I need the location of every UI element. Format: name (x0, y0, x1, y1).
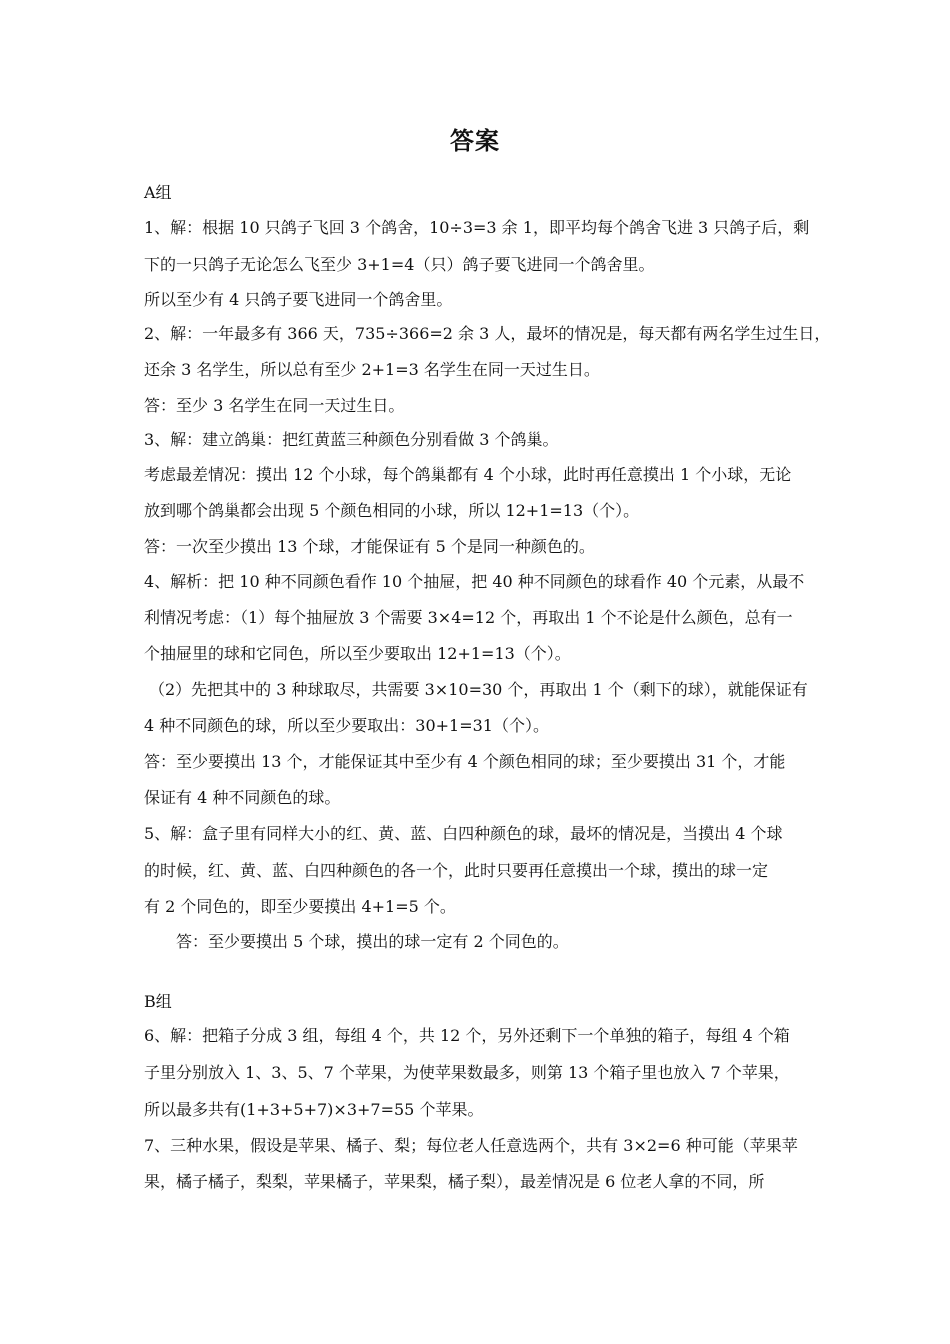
answer-7-line-1: 7、三种水果，假设是苹果、橘子、梨；每位老人任意选两个，共有 3×2=6 种可能（苹果苹 (144, 1136, 798, 1155)
answer-4-line-3: 个抽屉里的球和它同色，所以至少要取出 12+1=13（个）。 (144, 644, 571, 663)
answer-5-line-3: 有 2 个同色的，即至少要摸出 4+1=5 个。 (144, 897, 456, 916)
page-title: 答案 (450, 127, 500, 155)
section-a-label: A组 (144, 183, 172, 202)
answer-2-line-3: 答：至少 3 名学生在同一天过生日。 (144, 396, 405, 415)
answer-4-line-5: 4 种不同颜色的球，所以至少要取出：30+1=31（个）。 (144, 716, 549, 735)
section-b-label: B组 (144, 992, 172, 1011)
answer-6-line-3: 所以最多共有(1+3+5+7)×3+7=55 个苹果。 (144, 1100, 484, 1119)
answer-3-line-4: 答：一次至少摸出 13 个球，才能保证有 5 个是同一种颜色的。 (144, 537, 595, 556)
answer-4-line-7: 保证有 4 种不同颜色的球。 (144, 788, 341, 807)
answer-4-line-1: 4、解析：把 10 种不同颜色看作 10 个抽屉，把 40 种不同颜色的球看作 40 个元素，从最不 (144, 572, 805, 591)
answer-2-line-1: 2、解：一年最多有 366 天，735÷366=2 余 3 人，最坏的情况是，每天都有两名学生过生日， (144, 324, 831, 343)
answer-7-line-2: 果，橘子橘子，梨梨，苹果橘子，苹果梨，橘子梨），最差情况是 6 位老人拿的不同，所 (144, 1172, 765, 1191)
answer-4-line-2: 利情况考虑：（1）每个抽屉放 3 个需要 3×4=12 个，再取出 1 个不论是什么颜色，总有一 (144, 608, 793, 627)
answer-4-line-6: 答：至少要摸出 13 个，才能保证其中至少有 4 个颜色相同的球；至少要摸出 31 个，才能 (144, 752, 786, 771)
answer-6-line-2: 子里分别放入 1、3、5、7 个苹果，为使苹果数最多，则第 13 个箱子里也放入 7 个苹果， (144, 1063, 790, 1082)
answer-4-line-4: （2）先把其中的 3 种球取尽，共需要 3×10=30 个，再取出 1 个（剩下的球），就能保证有 (149, 680, 808, 699)
answer-5-line-2: 的时候，红、黄、蓝、白四种颜色的各一个，此时只要再任意摸出一个球，摸出的球一定 (144, 861, 769, 880)
answer-1-line-2: 下的一只鸽子无论怎么飞至少 3+1=4（只）鸽子要飞进同一个鸽舍里。 (144, 255, 655, 274)
answer-1-line-3: 所以至少有 4 只鸽子要飞进同一个鸽舍里。 (144, 290, 453, 309)
answer-5-line-1: 5、解：盒子里有同样大小的红、黄、蓝、白四种颜色的球，最坏的情况是，当摸出 4 个球 (144, 824, 783, 843)
answer-5-line-4: 答：至少要摸出 5 个球，摸出的球一定有 2 个同色的。 (176, 932, 569, 951)
answer-3-line-2: 考虑最差情况：摸出 12 个小球，每个鸽巢都有 4 个小球，此时再任意摸出 1 个小球，无论 (144, 465, 792, 484)
answer-3-line-1: 3、解：建立鸽巢：把红黄蓝三种颜色分别看做 3 个鸽巢。 (144, 430, 559, 449)
answer-1-line-1: 1、解：根据 10 只鸽子飞回 3 个鸽舍，10÷3=3 余 1，即平均每个鸽舍飞进 3 只鸽子后，剩 (144, 218, 810, 237)
answer-3-line-3: 放到哪个鸽巢都会出现 5 个颜色相同的小球，所以 12+1=13（个）。 (144, 501, 640, 520)
answer-6-line-1: 6、解：把箱子分成 3 组，每组 4 个，共 12 个，另外还剩下一个单独的箱子，每组 4 个箱 (144, 1026, 790, 1045)
answer-2-line-2: 还余 3 名学生，所以总有至少 2+1=3 名学生在同一天过生日。 (144, 360, 600, 379)
